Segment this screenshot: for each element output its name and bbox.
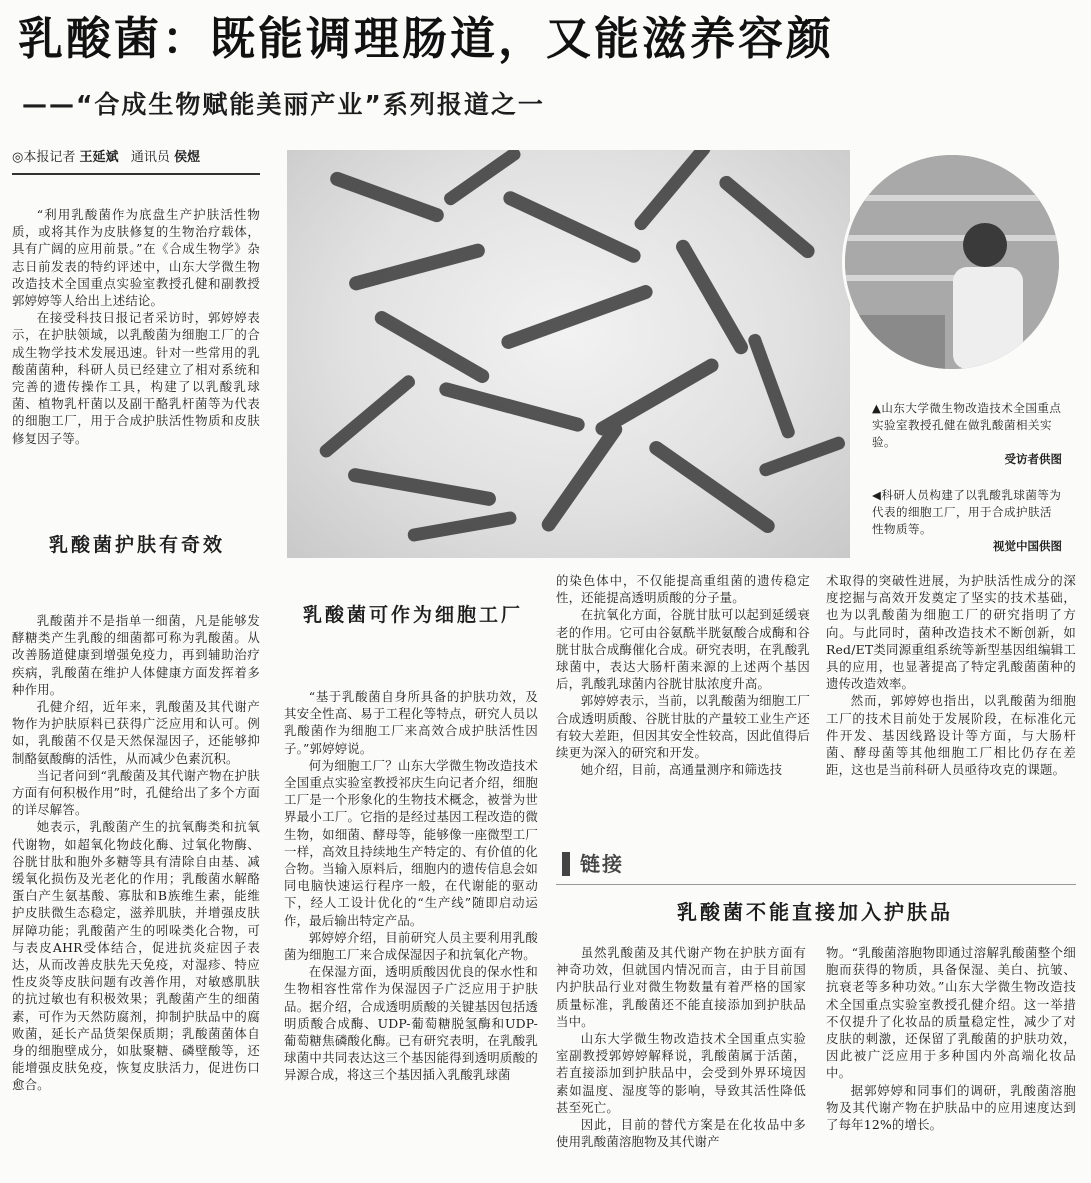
- subheadline: ——“合成生物赋能美丽产业”系列报道之一: [22, 90, 545, 119]
- paragraph: 在保湿方面，透明质酸因优良的保水性和生物相容性常作为保湿因子广泛应用于护肤品。据介绍，合成透明质酸的关键基因包括透明质酸合成酶、UDP-葡萄糖脱氢酶和UDP-葡萄糖焦磷酸化酶。已有研究表明，在乳酸乳球菌中共同表达这三个基因能得到透明质酸的异源合成，将这三个基因插入乳酸乳球菌: [284, 964, 538, 1083]
- bacteria-illustration: [287, 150, 850, 558]
- byline-prefix: ◎本报记者: [12, 150, 76, 165]
- headline: 乳酸菌：既能调理肠道，又能滋养容颜: [18, 12, 835, 65]
- paragraph: “利用乳酸菌作为底盘生产护肤活性物质，或将其作为皮肤修复的生物治疗载体，具有广阔的应用前景。”在《合成生物学》杂志日前发表的特约评述中，山东大学微生物改造技术全国重点实验室教授孔健和副教授郭婷婷等人给出上述结论。: [12, 207, 260, 309]
- credit-1: 受访者供图: [1004, 452, 1062, 466]
- caption-block-2: [872, 487, 1062, 554]
- paragraph: 在抗氧化方面，谷胱甘肽可以起到延缓衰老的作用。它可由谷氨酰半胱氨酸合成酶和谷胱甘肽合成酶催化合成。研究表明，在乳酸乳球菌中，表达大肠杆菌来源的上述两个基因后，乳酸乳球菌内谷胱甘肽浓度升高。: [556, 607, 810, 692]
- column-2: [284, 688, 538, 1084]
- byline-role: 通讯员: [130, 150, 170, 165]
- paragraph: 她表示，乳酸菌产生的抗氧酶类和抗氧代谢物，如超氧化物歧化酶、过氧化物酶、谷胱甘肽和胞外多糖等具有清除自由基、减缓氧化损伤及光老化的作用；乳酸菌水解酪蛋白产生氨基酸、寡肽和B族维生素，能维护皮肤微生态稳定，滋养肌肤，并增强皮肤屏障功能；乳酸菌产生的吲哚类化合物，可与表皮AHR受体结合，促进抗炎症因子表达，从而改善皮肤先天免疫，对湿疹、特应性皮炎等皮肤问题有改善作用，对敏感肌肤的抗过敏也有积极效果；乳酸菌产生的细菌素，可作为天然防腐剂，抑制护肤品中的腐败菌，延长产品货架保质期；乳酸菌菌体自身的细胞壁成分，如肽聚糖、磷壁酸等，还能增强皮肤免疫，恢复皮肤活力，促进伤口愈合。: [12, 819, 260, 1093]
- paragraph: 当记者问到“乳酸菌及其代谢产物在护肤方面有何积极作用”时，孔健给出了多个方面的详尽解答。: [12, 767, 260, 818]
- caption-block-1: [872, 400, 1062, 467]
- lab-illustration: [845, 155, 1059, 369]
- link-rule: [556, 884, 1076, 885]
- column-3: [556, 572, 810, 778]
- byline-reporter: 王延斌: [79, 150, 119, 165]
- caption-2: ◀科研人员构建了以乳酸乳球菌等为代表的细胞工厂，用于合成护肤活性物质等。: [872, 488, 1062, 536]
- credit-2: 视觉中国供图: [993, 539, 1062, 553]
- paragraph: 郭婷婷表示，当前，以乳酸菌为细胞工厂合成透明质酸、谷胱甘肽的产量较工业生产还有较大差距，但因其安全性较高，因此值得后续更为深入的研究和开发。: [556, 693, 810, 761]
- link-column-b: [826, 944, 1076, 1133]
- link-title: 乳酸菌不能直接加入护肤品: [677, 900, 953, 924]
- link-marker: [562, 852, 570, 876]
- paragraph: 因此，目前的替代方案是在化妆品中多使用乳酸菌溶胞物及其代谢产: [556, 1117, 806, 1150]
- paragraph: 郭婷婷介绍，目前研究人员主要利用乳酸菌为细胞工厂来合成保湿因子和抗氧化产物。: [284, 929, 538, 963]
- bacteria-photo: [287, 150, 850, 558]
- caption-1: ▲山东大学微生物改造技术全国重点实验室教授孔健在做乳酸菌相关实验。: [872, 401, 1062, 449]
- paragraph: 据郭婷婷和同事们的调研，乳酸菌溶胞物及其代谢产物在护肤品中的应用速度达到了每年12%的增长。: [826, 1082, 1076, 1133]
- byline: [12, 148, 260, 175]
- paragraph: 何为细胞工厂？山东大学微生物改造技术全国重点实验室教授祁庆生向记者介绍，细胞工厂是一个形象化的生物技术概念，被誉为世界最小工厂。它指的是经过基因工程改造的微生物，如细菌、酵母等，能够像一座微型工厂一样，高效且持续地生产特定的、有价值的化合物。当输入原料后，细胞内的遗传信息会如同电脑快速运行程序一般，在代谢能的驱动下，经人工设计优化的“生产线”随即启动运作，最后输出特定产品。: [284, 757, 538, 928]
- paragraph: 山东大学微生物改造技术全国重点实验室副教授郭婷婷解释说，乳酸菌属于活菌，若直接添加到护肤品中，会受到外界环境因素如温度、湿度等的影响，导致其活性降低甚至死亡。: [556, 1031, 806, 1115]
- section-title-1: 乳酸菌护肤有奇效: [48, 534, 225, 556]
- paragraph: 术取得的突破性进展，为护肤活性成分的深度挖掘与高效开发奠定了坚实的技术基础，也为以乳酸菌为细胞工厂的研究指明了方向。与此同时，菌种改造技术不断创新，如Red/ET类同源重组系统等新型基因组编辑工具的应用，也显著提高了特定乳酸菌菌种的遗传改造效率。: [826, 573, 1076, 692]
- byline-correspondent: 侯煜: [174, 150, 201, 165]
- column-4: [826, 572, 1076, 778]
- link-column-a: [556, 944, 806, 1150]
- paragraph: 孔健介绍，近年来，乳酸菌及其代谢产物作为护肤原料已获得广泛应用和认可。例如，乳酸菌不仅是天然保湿因子，还能够抑制酪氨酸酶的活性，从而减少色素沉积。: [12, 699, 260, 766]
- paragraph: 物。“乳酸菌溶胞物即通过溶解乳酸菌整个细胞而获得的物质，具备保湿、美白、抗皱、抗衰老等多种功效。”山东大学微生物改造技术全国重点实验室教授孔健介绍。这一举措不仅提升了化妆品的质量稳定性，减少了对皮肤的刺激，还保留了乳酸菌的护肤功效，因此被广泛应用于多种国内外高端化妆品中。: [826, 945, 1076, 1081]
- paragraph: 在接受科技日报记者采访时，郭婷婷表示，在护肤领域，以乳酸菌为细胞工厂的合成生物学技术发展迅速。针对一些常用的乳酸菌菌种，科研人员已经建立了相对系统和完善的遗传操作工具，构建了以乳酸乳球菌、植物乳杆菌以及副干酪乳杆菌等为代表的细胞工厂，用于合成护肤活性物质和皮肤修复因子等。: [12, 310, 260, 446]
- paragraph: 虽然乳酸菌及其代谢产物在护肤方面有神奇功效，但就国内情况而言，由于目前国内护肤品行业对微生物数量有着严格的国家质量标准，乳酸菌还不能直接添加到护肤品当中。: [556, 945, 806, 1029]
- paragraph: 乳酸菌并不是指单一细菌，凡是能够发酵糖类产生乳酸的细菌都可称为乳酸菌。从改善肠道健康到增强免疫力，再到辅助治疗疾病，乳酸菌在维护人体健康方面发挥着多种作用。: [12, 613, 260, 697]
- paragraph: 然而，郭婷婷也指出，以乳酸菌为细胞工厂的技术目前处于发展阶段，在标准化元件开发、基因线路设计等方面，与大肠杆菌、酵母菌等其他细胞工厂相比仍存在差距，这也是当前科研人员亟待攻克的课题。: [826, 693, 1076, 778]
- paragraph: 她介绍，目前，高通量测序和筛选技: [580, 762, 783, 778]
- paragraph: 的染色体中，不仅能提高重组菌的遗传稳定性，还能提高透明质酸的分子量。: [556, 573, 810, 606]
- section-title-2: 乳酸菌可作为细胞工厂: [302, 604, 523, 626]
- lab-photo: [842, 152, 1062, 372]
- column-1-body: [12, 612, 260, 1094]
- link-label: 链接: [580, 852, 624, 876]
- paragraph: “基于乳酸菌自身所具备的护肤功效，及其安全性高、易于工程化等特点，研究人员以乳酸菌作为细胞工厂来高效合成护肤活性因子。”郭婷婷说。: [284, 689, 538, 756]
- column-1-intro: [12, 206, 260, 447]
